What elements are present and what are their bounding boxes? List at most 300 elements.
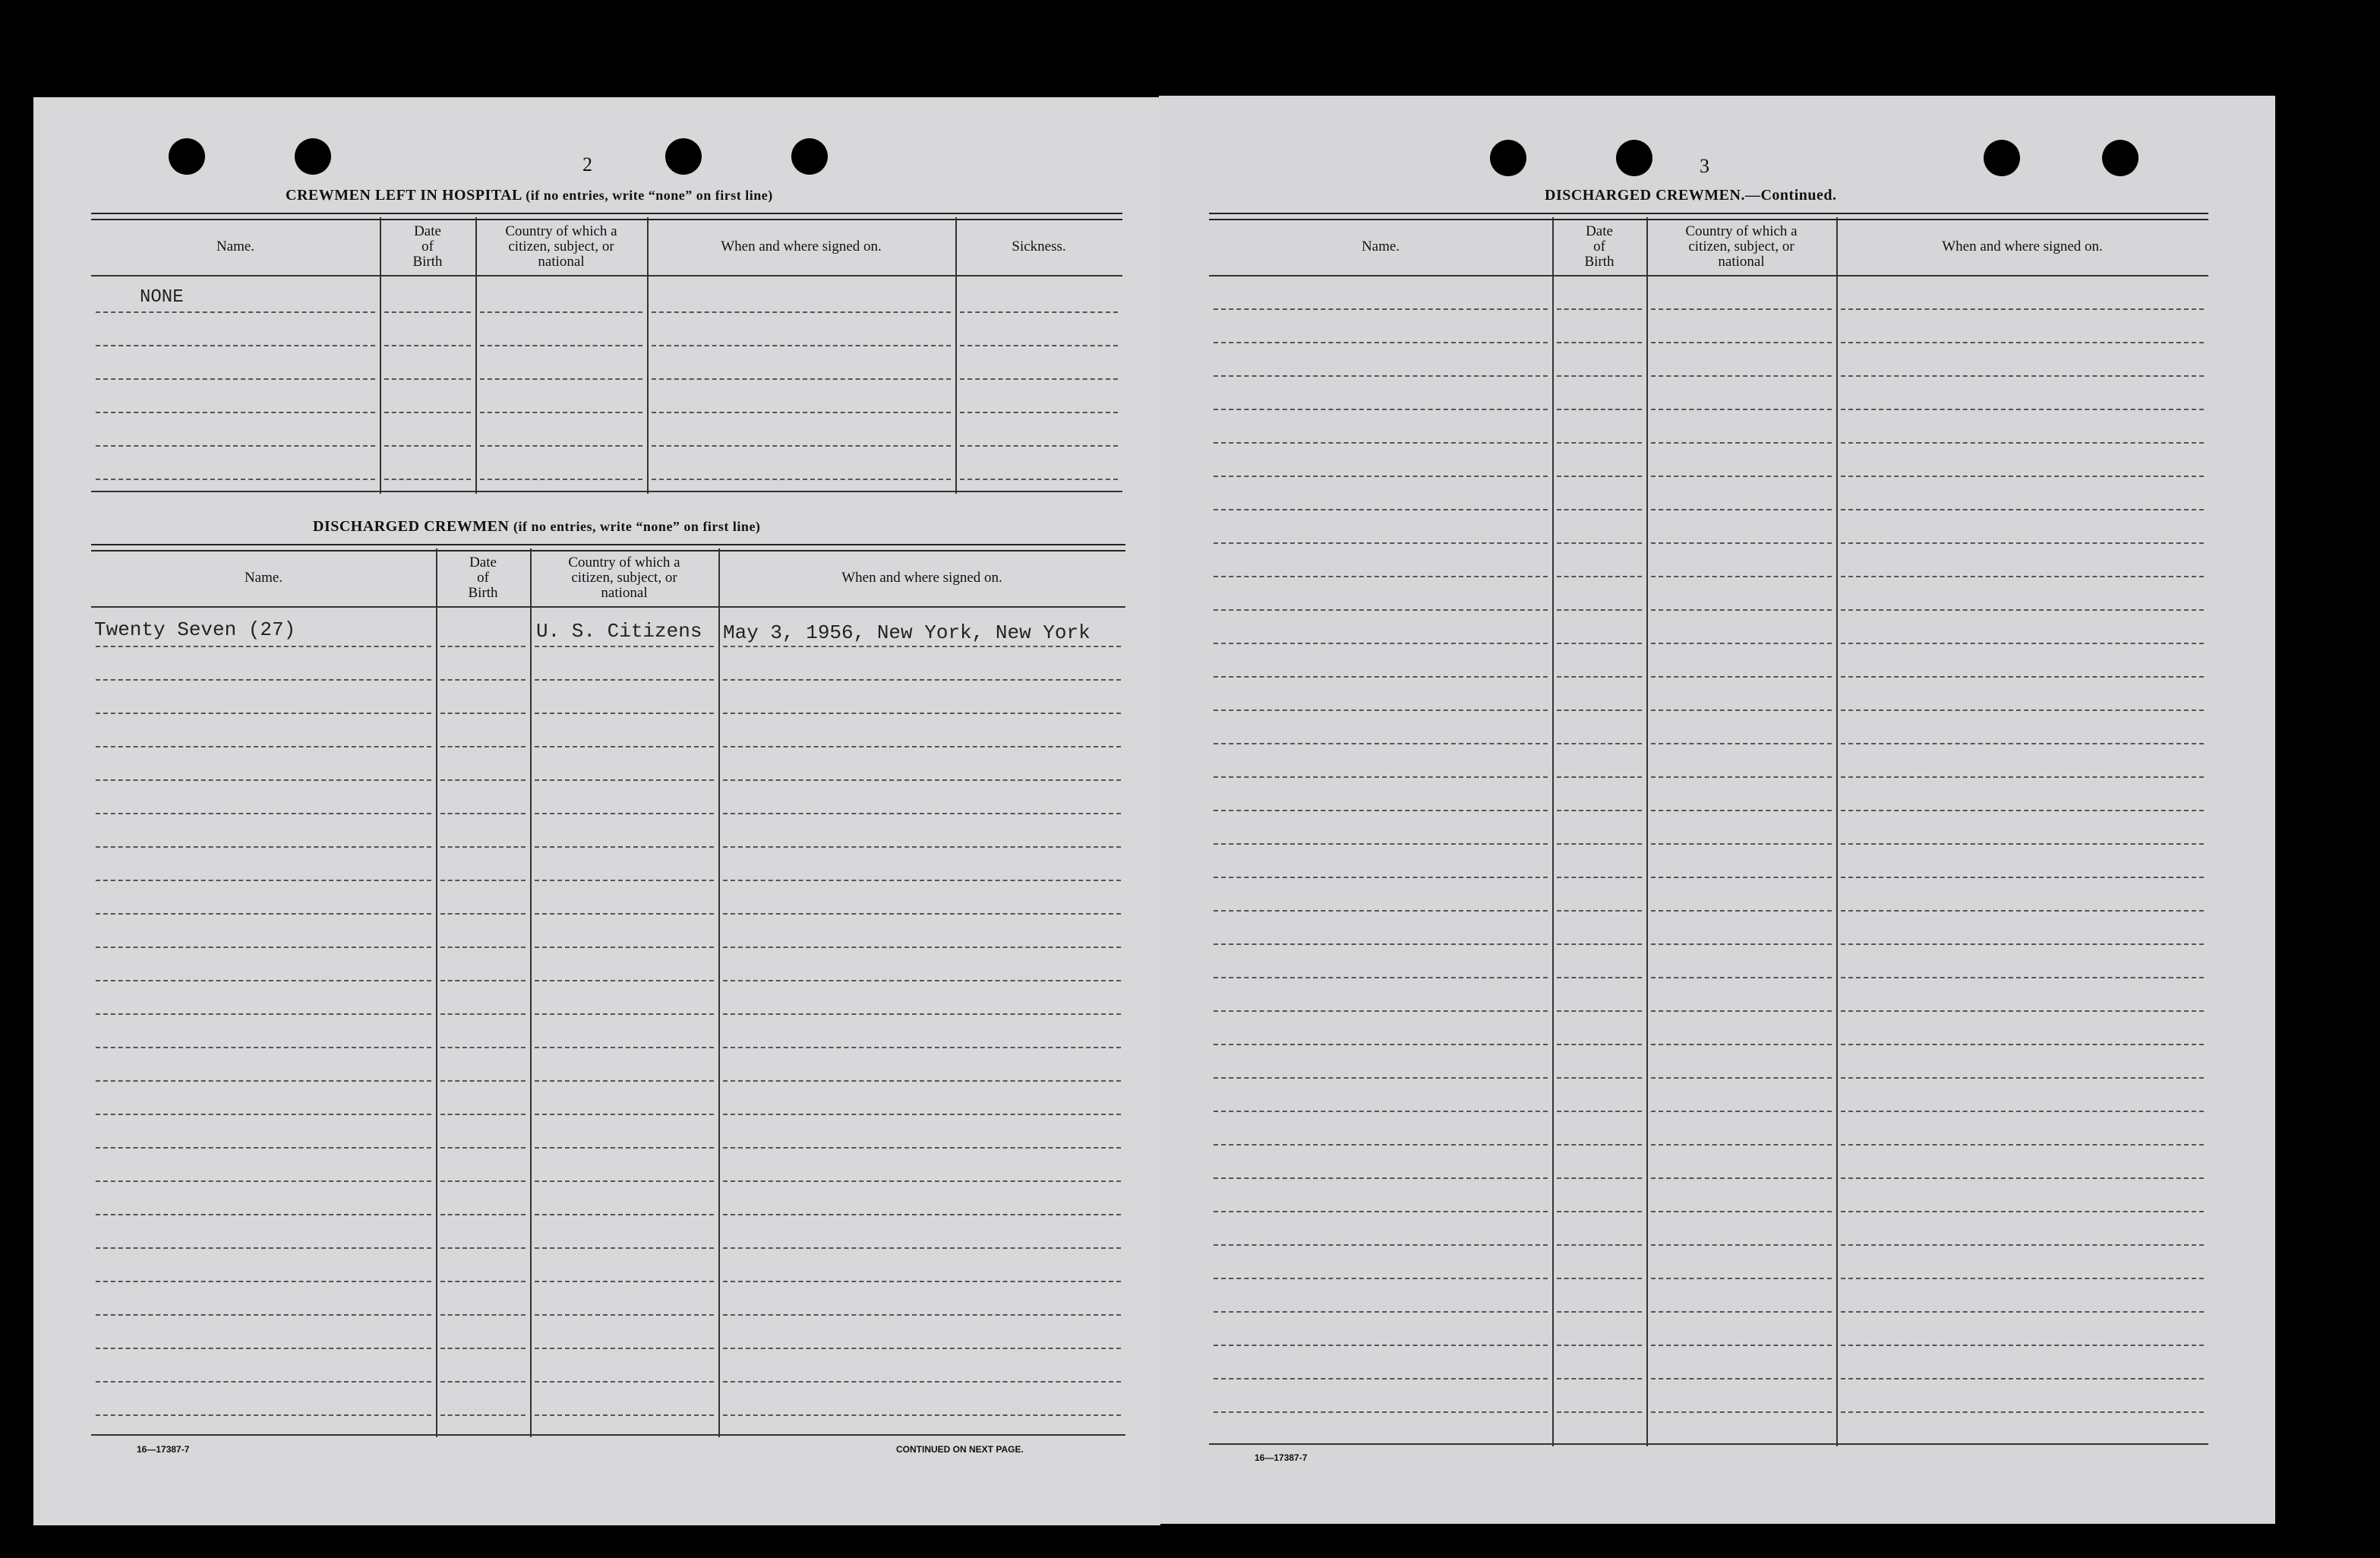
ruled-line [1557,1311,1642,1313]
ruled-line [1557,709,1642,711]
ruled-line [723,1348,1121,1349]
ruled-line [1557,910,1642,912]
ruled-line [1557,1044,1642,1045]
ruled-line [440,779,526,781]
ruled-line [1557,877,1642,878]
column-divider [1552,217,1554,1446]
ruled-line [652,479,951,480]
ruled-line [535,1348,714,1349]
punch-hole [1490,140,1526,176]
ruled-line [1841,877,2204,878]
ruled-line [1841,576,2204,577]
ruled-line [652,311,951,313]
ruled-line [1841,375,2204,377]
ruled-line [1841,709,2204,711]
ruled-line [96,1013,431,1015]
ruled-line [1841,542,2204,544]
ruled-line [1557,509,1642,510]
discharged-entry-name: Twenty Seven (27) [94,618,296,641]
header-name: Name. [244,570,283,586]
ruled-line [1841,743,2204,744]
ruled-line [960,345,1118,346]
ruled-line [440,646,526,647]
ruled-line [96,813,431,814]
ruled-line [1557,1144,1642,1146]
left-page [33,97,1160,1525]
ruled-line [384,445,471,447]
ruled-line [1651,609,1832,611]
ruled-line [1841,1244,2204,1246]
ruled-line [723,846,1121,848]
ruled-line [440,813,526,814]
ruled-line [96,1348,431,1349]
ruled-line [1651,709,1832,711]
ruled-line [1841,1044,2204,1045]
ruled-line [1557,743,1642,744]
ruled-line [440,1080,526,1082]
ruled-line [96,311,375,313]
ruled-line [440,1314,526,1316]
ruled-line [1214,1244,1548,1246]
header-signed-on: When and where signed on. [841,570,1002,586]
ruled-line [1557,1177,1642,1179]
ruled-line [652,445,951,447]
form-number: 16—17387-7 [137,1444,190,1455]
ruled-line [96,880,431,881]
ruled-line [1214,1411,1548,1413]
ruled-line [96,1147,431,1149]
ruled-line [1841,643,2204,644]
ruled-line [1557,609,1642,611]
ruled-line [1651,509,1832,510]
ruled-line [480,311,642,313]
ruled-line [723,1147,1121,1149]
ruled-line [652,345,951,346]
ruled-line [1841,1144,2204,1146]
ruled-line [535,846,714,848]
ruled-line [1841,409,2204,410]
ruled-line [96,1314,431,1316]
ruled-line [1841,1311,2204,1313]
punch-hole [169,138,205,175]
ruled-line [1214,1077,1548,1079]
ruled-line [535,1281,714,1282]
ruled-line [723,1080,1121,1082]
column-divider [1646,217,1648,1446]
ruled-line [723,779,1121,781]
ruled-line [440,746,526,747]
header-signed-on: When and where signed on. [1942,239,2103,254]
ruled-line [1214,1211,1548,1212]
ruled-line [723,913,1121,915]
ruled-line [96,1414,431,1416]
ruled-line [96,913,431,915]
ruled-line [96,1114,431,1115]
ruled-line [1557,375,1642,377]
ruled-line [440,913,526,915]
ruled-line [96,679,431,681]
ruled-line [1651,476,1832,477]
ruled-line [960,479,1118,480]
ruled-line [1651,375,1832,377]
punch-hole [1984,140,2020,176]
ruled-line [723,1214,1121,1215]
ruled-line [1214,810,1548,811]
punch-hole [665,138,702,175]
ruled-line [1557,409,1642,410]
ruled-line [1651,409,1832,410]
ruled-line [1214,709,1548,711]
ruled-line [1214,877,1548,878]
ruled-line [480,412,642,413]
ruled-line [1214,409,1548,410]
ruled-line [1557,1111,1642,1112]
ruled-line [1651,877,1832,878]
ruled-line [440,1047,526,1048]
ruled-line [1651,308,1832,310]
ruled-line [723,1114,1121,1115]
ruled-line [535,946,714,948]
ruled-line [1214,542,1548,544]
ruled-line [1841,977,2204,978]
ruled-line [535,1381,714,1383]
ruled-line [535,1080,714,1082]
hospital-section-title: CREWMEN LEFT IN HOSPITAL (if no entries, write “none” on first line) [286,187,773,204]
ruled-line [1557,943,1642,945]
ruled-line [1841,509,2204,510]
ruled-line [96,1047,431,1048]
ruled-line [723,679,1121,681]
ruled-line [1214,1378,1548,1379]
ruled-line [1651,743,1832,744]
page-number: 3 [1700,155,1709,177]
header-signed-on: When and where signed on. [721,239,882,254]
ruled-line [1841,1111,2204,1112]
ruled-line [96,345,375,346]
ruled-line [96,412,375,413]
ruled-line [960,412,1118,413]
form-number: 16—17387-7 [1255,1452,1308,1463]
ruled-line [1841,308,2204,310]
ruled-line [1557,576,1642,577]
ruled-line [1651,1244,1832,1246]
ruled-line [440,1281,526,1282]
ruled-line [1557,476,1642,477]
ruled-line [535,1047,714,1048]
ruled-line [1214,643,1548,644]
ruled-line [723,1013,1121,1015]
ruled-line [535,779,714,781]
ruled-line [1841,342,2204,343]
ruled-line [1841,1278,2204,1279]
ruled-line [1214,576,1548,577]
ruled-line [480,479,642,480]
discharged-table [91,544,1125,1437]
ruled-line [1651,643,1832,644]
ruled-line [1214,1144,1548,1146]
ruled-line [96,779,431,781]
ruled-line [1214,943,1548,945]
ruled-line [96,646,431,647]
ruled-line [723,713,1121,714]
ruled-line [1557,1211,1642,1212]
ruled-line [1841,609,2204,611]
ruled-line [723,1180,1121,1182]
ruled-line [535,980,714,981]
ruled-line [1557,1244,1642,1246]
column-divider [718,548,720,1437]
ruled-line [1557,442,1642,444]
header-date-of-birth: Date of Birth [1584,223,1615,270]
ruled-line [723,880,1121,881]
ruled-line [1651,776,1832,778]
column-divider [1836,217,1838,1446]
ruled-line [652,378,951,380]
ruled-line [723,1247,1121,1249]
ruled-line [440,713,526,714]
ruled-line [1557,810,1642,811]
ruled-line [535,746,714,747]
ruled-line [440,1147,526,1149]
ruled-line [96,846,431,848]
hospital-entry-name: NONE [140,287,184,308]
ruled-line [535,880,714,881]
ruled-line [96,1247,431,1249]
ruled-line [1557,1378,1642,1379]
ruled-line [535,646,714,647]
ruled-line [1214,609,1548,611]
punch-hole [791,138,828,175]
ruled-line [440,946,526,948]
discharged-entry-signed-on: May 3, 1956, New York, New York [723,621,1091,644]
ruled-line [1651,676,1832,678]
ruled-line [1557,342,1642,343]
ruled-line [1557,1278,1642,1279]
ruled-line [440,679,526,681]
ruled-line [535,1414,714,1416]
ruled-line [535,813,714,814]
ruled-line [1841,1211,2204,1212]
ruled-line [384,311,471,313]
table-bottom-rule [91,491,1122,492]
header-rule [91,275,1122,277]
ruled-line [1841,1077,2204,1079]
discharged-continued-table [1209,213,2208,1446]
ruled-line [1214,776,1548,778]
ruled-line [1841,1345,2204,1346]
punch-hole [1616,140,1652,176]
ruled-line [1651,810,1832,811]
ruled-line [1651,910,1832,912]
ruled-line [96,1080,431,1082]
ruled-line [1651,342,1832,343]
ruled-line [440,1381,526,1383]
ruled-line [96,1180,431,1182]
ruled-line [1214,843,1548,845]
ruled-line [1214,1177,1548,1179]
ruled-line [96,746,431,747]
ruled-line [440,846,526,848]
header-date-of-birth: Date of Birth [412,223,443,270]
ruled-line [1651,843,1832,845]
ruled-line [440,1180,526,1182]
ruled-line [1651,943,1832,945]
page-number: 2 [582,153,592,175]
ruled-line [1214,676,1548,678]
ruled-line [535,1147,714,1149]
header-date-of-birth: Date of Birth [468,555,498,601]
ruled-line [535,1247,714,1249]
ruled-line [1214,1044,1548,1045]
ruled-line [535,1214,714,1215]
ruled-line [1651,1345,1832,1346]
ruled-line [535,1314,714,1316]
ruled-line [480,345,642,346]
ruled-line [1557,643,1642,644]
ruled-line [535,679,714,681]
ruled-line [96,713,431,714]
ruled-line [1651,1311,1832,1313]
header-country: Country of which a citizen, subject, or national [505,223,617,270]
ruled-line [1214,476,1548,477]
ruled-line [1841,910,2204,912]
ruled-line [1651,1044,1832,1045]
ruled-line [440,1414,526,1416]
header-country: Country of which a citizen, subject, or national [568,555,680,601]
ruled-line [723,946,1121,948]
ruled-line [1557,308,1642,310]
ruled-line [1214,1010,1548,1012]
ruled-line [1214,1278,1548,1279]
ruled-line [1651,1177,1832,1179]
discharged-continued-title: DISCHARGED CREWMEN.—Continued. [1545,187,1837,204]
ruled-line [535,1013,714,1015]
header-name: Name. [1361,239,1400,254]
ruled-line [1651,977,1832,978]
ruled-line [723,746,1121,747]
ruled-line [1651,1378,1832,1379]
ruled-line [723,1381,1121,1383]
ruled-line [1651,576,1832,577]
ruled-line [440,1214,526,1215]
ruled-line [723,1047,1121,1048]
ruled-line [1557,542,1642,544]
ruled-line [384,345,471,346]
ruled-line [384,378,471,380]
ruled-line [1214,977,1548,978]
ruled-line [1651,1278,1832,1279]
ruled-line [1214,375,1548,377]
ruled-line [1214,1311,1548,1313]
ruled-line [1557,1345,1642,1346]
hospital-table [91,213,1122,494]
ruled-line [1841,943,2204,945]
ruled-line [1557,1077,1642,1079]
column-divider [530,548,532,1437]
ruled-line [440,1114,526,1115]
ruled-line [1214,308,1548,310]
ruled-line [1841,442,2204,444]
ruled-line [440,1348,526,1349]
ruled-line [1841,476,2204,477]
table-bottom-rule [1209,1443,2208,1445]
ruled-line [1651,1010,1832,1012]
ruled-line [1214,743,1548,744]
ruled-line [960,311,1118,313]
ruled-line [1841,1177,2204,1179]
ruled-line [96,479,375,480]
ruled-line [723,813,1121,814]
ruled-line [723,1314,1121,1316]
discharged-entry-country: U. S. Citizens [536,620,702,643]
ruled-line [480,378,642,380]
ruled-line [723,980,1121,981]
ruled-line [1557,776,1642,778]
ruled-line [480,445,642,447]
ruled-line [440,1013,526,1015]
ruled-line [960,445,1118,447]
ruled-line [96,1281,431,1282]
ruled-line [1841,776,2204,778]
ruled-line [1214,342,1548,343]
ruled-line [96,1214,431,1215]
discharged-section-title: DISCHARGED CREWMEN (if no entries, write “none” on first line) [313,518,761,535]
header-rule [91,606,1125,608]
table-bottom-rule [91,1434,1125,1436]
header-name: Name. [216,239,255,254]
punch-hole [2102,140,2139,176]
ruled-line [1214,910,1548,912]
ruled-line [535,1114,714,1115]
ruled-line [96,378,375,380]
ruled-line [1841,843,2204,845]
ruled-line [1557,676,1642,678]
ruled-line [723,1414,1121,1416]
ruled-line [1557,977,1642,978]
ruled-line [96,1381,431,1383]
header-rule [1209,275,2208,277]
ruled-line [1841,676,2204,678]
ruled-line [1214,1345,1548,1346]
ruled-line [1214,1111,1548,1112]
ruled-line [384,479,471,480]
ruled-line [535,713,714,714]
ruled-line [1557,1411,1642,1413]
ruled-line [440,880,526,881]
ruled-line [535,913,714,915]
header-country: Country of which a citizen, subject, or national [1685,223,1798,270]
ruled-line [1651,1211,1832,1212]
ruled-line [960,378,1118,380]
ruled-line [1214,509,1548,510]
ruled-line [1557,843,1642,845]
ruled-line [96,946,431,948]
ruled-line [1214,442,1548,444]
right-page [1159,96,2275,1524]
ruled-line [1651,1144,1832,1146]
ruled-line [1841,810,2204,811]
ruled-line [1651,1411,1832,1413]
header-sickness: Sickness. [1012,239,1066,254]
ruled-line [723,646,1121,647]
ruled-line [96,980,431,981]
ruled-line [96,445,375,447]
ruled-line [1841,1378,2204,1379]
ruled-line [1651,1077,1832,1079]
ruled-line [1651,1111,1832,1112]
ruled-line [1651,542,1832,544]
ruled-line [440,1247,526,1249]
